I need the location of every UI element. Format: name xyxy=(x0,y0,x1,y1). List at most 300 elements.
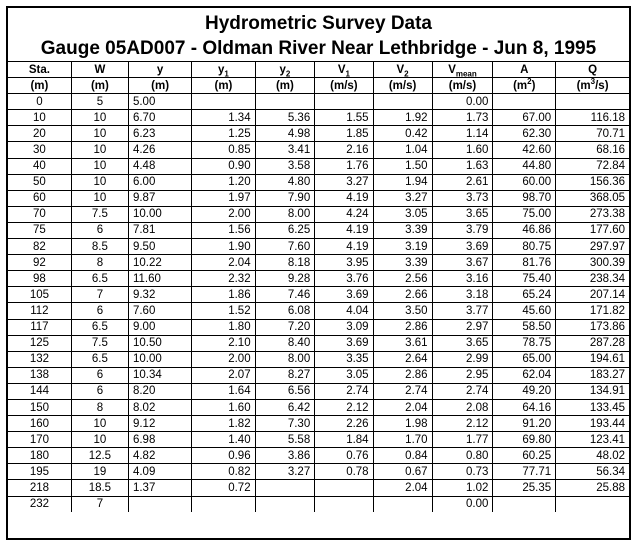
cell-v2: 3.05 xyxy=(373,206,432,222)
cell-v2: 1.92 xyxy=(373,110,432,126)
table-row xyxy=(8,142,629,158)
cell-sta: 105 xyxy=(8,287,71,303)
table-row xyxy=(8,206,629,222)
cell-y: 6.00 xyxy=(128,174,191,190)
cell-y: 8.02 xyxy=(128,399,191,415)
cell-y1: 2.07 xyxy=(192,367,255,383)
cell-y2: 7.20 xyxy=(255,319,315,335)
cell-y2 xyxy=(255,480,315,496)
cell-vmean: 3.16 xyxy=(432,271,493,287)
title-line-1: Hydrometric Survey Data xyxy=(204,13,433,34)
cell-y2: 8.00 xyxy=(255,206,315,222)
cell-y2: 6.56 xyxy=(255,383,315,399)
cell-y: 4.26 xyxy=(128,142,191,158)
cell-a: 60.25 xyxy=(493,448,556,464)
cell-v2 xyxy=(373,496,432,512)
cell-vmean: 3.77 xyxy=(432,303,493,319)
cell-vmean: 0.00 xyxy=(432,94,493,110)
cell-vmean: 1.73 xyxy=(432,110,493,126)
unit-sta: (m) xyxy=(8,78,71,94)
cell-y: 6.98 xyxy=(128,432,191,448)
cell-y2: 4.98 xyxy=(255,126,315,142)
cell-q: 173.86 xyxy=(556,319,629,335)
cell-y: 10.00 xyxy=(128,351,191,367)
cell-w: 12.5 xyxy=(71,448,128,464)
table-body xyxy=(8,94,629,512)
sheet-title xyxy=(8,8,629,62)
cell-sta: 132 xyxy=(8,351,71,367)
cell-sta: 180 xyxy=(8,448,71,464)
cell-w: 10 xyxy=(71,432,128,448)
cell-vmean: 3.79 xyxy=(432,222,493,238)
cell-v2: 1.98 xyxy=(373,416,432,432)
cell-y2: 9.28 xyxy=(255,271,315,287)
cell-y2 xyxy=(255,496,315,512)
table-row xyxy=(8,383,629,399)
cell-v2: 1.70 xyxy=(373,432,432,448)
cell-v1: 3.95 xyxy=(315,255,373,271)
cell-q: 300.39 xyxy=(556,255,629,271)
cell-y1: 1.40 xyxy=(192,432,255,448)
cell-vmean: 3.65 xyxy=(432,335,493,351)
cell-v2: 2.66 xyxy=(373,287,432,303)
cell-a: 64.16 xyxy=(493,399,556,415)
cell-w: 6 xyxy=(71,303,128,319)
cell-y1: 0.90 xyxy=(192,158,255,174)
cell-y1 xyxy=(192,94,255,110)
cell-w: 10 xyxy=(71,174,128,190)
cell-a xyxy=(493,94,556,110)
table-row xyxy=(8,432,629,448)
cell-y: 9.32 xyxy=(128,287,191,303)
cell-q: 25.88 xyxy=(556,480,629,496)
cell-vmean: 1.63 xyxy=(432,158,493,174)
cell-y: 11.60 xyxy=(128,271,191,287)
units-row xyxy=(8,78,629,94)
cell-w: 8 xyxy=(71,399,128,415)
cell-y2: 8.00 xyxy=(255,351,315,367)
cell-y2: 6.25 xyxy=(255,222,315,238)
unit-y2: (m) xyxy=(255,78,315,94)
cell-v1: 0.76 xyxy=(315,448,373,464)
cell-v1: 2.16 xyxy=(315,142,373,158)
table-row xyxy=(8,448,629,464)
table-row xyxy=(8,94,629,110)
table-row xyxy=(8,319,629,335)
cell-vmean: 0.73 xyxy=(432,464,493,480)
cell-v1: 2.26 xyxy=(315,416,373,432)
cell-v2: 3.61 xyxy=(373,335,432,351)
cell-sta: 138 xyxy=(8,367,71,383)
table-row xyxy=(8,496,629,512)
cell-a: 42.60 xyxy=(493,142,556,158)
cell-q: 177.60 xyxy=(556,222,629,238)
cell-q: 238.34 xyxy=(556,271,629,287)
cell-y1: 0.85 xyxy=(192,142,255,158)
cell-sta: 160 xyxy=(8,416,71,432)
cell-a: 80.75 xyxy=(493,239,556,255)
cell-y2: 5.36 xyxy=(255,110,315,126)
unit-w: (m) xyxy=(71,78,128,94)
cell-y2: 7.46 xyxy=(255,287,315,303)
cell-y2: 7.90 xyxy=(255,190,315,206)
cell-y2 xyxy=(255,94,315,110)
cell-a: 65.24 xyxy=(493,287,556,303)
header-w: W xyxy=(71,62,128,78)
cell-y: 5.00 xyxy=(128,94,191,110)
cell-a: 60.00 xyxy=(493,174,556,190)
header-y1: $y_1$ xyxy=(192,62,255,78)
cell-y xyxy=(128,496,191,512)
cell-q: 368.05 xyxy=(556,190,629,206)
cell-w: 8 xyxy=(71,255,128,271)
cell-vmean: 3.65 xyxy=(432,206,493,222)
cell-y2: 8.18 xyxy=(255,255,315,271)
cell-q: 287.28 xyxy=(556,335,629,351)
cell-y1: 1.20 xyxy=(192,174,255,190)
cell-sta: 98 xyxy=(8,271,71,287)
cell-w: 10 xyxy=(71,190,128,206)
cell-y2: 4.80 xyxy=(255,174,315,190)
cell-w: 7.5 xyxy=(71,335,128,351)
cell-a: 75.40 xyxy=(493,271,556,287)
cell-y2: 3.41 xyxy=(255,142,315,158)
cell-q: 56.34 xyxy=(556,464,629,480)
cell-vmean: 1.14 xyxy=(432,126,493,142)
cell-y: 7.60 xyxy=(128,303,191,319)
table-row xyxy=(8,255,629,271)
cell-y: 1.37 xyxy=(128,480,191,496)
cell-v2: 0.67 xyxy=(373,464,432,480)
cell-v2: 2.86 xyxy=(373,367,432,383)
cell-y1: 1.56 xyxy=(192,222,255,238)
cell-sta: 70 xyxy=(8,206,71,222)
cell-y1: 0.96 xyxy=(192,448,255,464)
table-row xyxy=(8,158,629,174)
cell-sta: 232 xyxy=(8,496,71,512)
cell-w: 6.5 xyxy=(71,351,128,367)
cell-a: 91.20 xyxy=(493,416,556,432)
cell-a: 58.50 xyxy=(493,319,556,335)
cell-y: 4.82 xyxy=(128,448,191,464)
table-row xyxy=(8,174,629,190)
cell-y: 6.70 xyxy=(128,110,191,126)
table-row xyxy=(8,416,629,432)
cell-v2: 2.56 xyxy=(373,271,432,287)
cell-v2: 3.39 xyxy=(373,222,432,238)
cell-y1: 1.64 xyxy=(192,383,255,399)
cell-a: 62.04 xyxy=(493,367,556,383)
cell-v2: 1.04 xyxy=(373,142,432,158)
cell-q xyxy=(556,496,629,512)
cell-w: 6 xyxy=(71,222,128,238)
cell-vmean: 1.60 xyxy=(432,142,493,158)
header-y: y xyxy=(128,62,191,78)
cell-y2: 8.40 xyxy=(255,335,315,351)
cell-v1: 1.85 xyxy=(315,126,373,142)
header-sta: Sta. xyxy=(8,62,71,78)
header-a: A xyxy=(493,62,556,78)
cell-y: 4.48 xyxy=(128,158,191,174)
table-row xyxy=(8,239,629,255)
cell-v1: 3.69 xyxy=(315,335,373,351)
cell-sta: 92 xyxy=(8,255,71,271)
cell-v1: 1.76 xyxy=(315,158,373,174)
cell-sta: 10 xyxy=(8,110,71,126)
cell-v2: 2.04 xyxy=(373,399,432,415)
cell-a: 49.20 xyxy=(493,383,556,399)
cell-vmean: 3.69 xyxy=(432,239,493,255)
cell-q: 68.16 xyxy=(556,142,629,158)
table-row xyxy=(8,367,629,383)
cell-w: 7 xyxy=(71,287,128,303)
cell-vmean: 2.97 xyxy=(432,319,493,335)
cell-w: 10 xyxy=(71,416,128,432)
cell-w: 19 xyxy=(71,464,128,480)
cell-sta: 125 xyxy=(8,335,71,351)
cell-a: 44.80 xyxy=(493,158,556,174)
cell-v2: 1.50 xyxy=(373,158,432,174)
cell-a: 81.76 xyxy=(493,255,556,271)
cell-y: 9.00 xyxy=(128,319,191,335)
cell-y1: 1.34 xyxy=(192,110,255,126)
cell-a: 25.35 xyxy=(493,480,556,496)
cell-v1: 3.09 xyxy=(315,319,373,335)
unit-y: (m) xyxy=(128,78,191,94)
cell-w: 6.5 xyxy=(71,319,128,335)
cell-w: 8.5 xyxy=(71,239,128,255)
cell-a: 69.80 xyxy=(493,432,556,448)
cell-y1: 1.60 xyxy=(192,399,255,415)
cell-vmean: 3.18 xyxy=(432,287,493,303)
cell-vmean: 1.02 xyxy=(432,480,493,496)
cell-v2: 3.19 xyxy=(373,239,432,255)
cell-q: 183.27 xyxy=(556,367,629,383)
cell-y1: 1.90 xyxy=(192,239,255,255)
cell-y2: 6.42 xyxy=(255,399,315,415)
cell-sta: 144 xyxy=(8,383,71,399)
cell-y1: 0.72 xyxy=(192,480,255,496)
cell-y2: 3.58 xyxy=(255,158,315,174)
cell-vmean: 3.67 xyxy=(432,255,493,271)
cell-y: 10.22 xyxy=(128,255,191,271)
cell-v1: 1.55 xyxy=(315,110,373,126)
unit-v1: (m/s) xyxy=(315,78,373,94)
cell-v1: 4.19 xyxy=(315,222,373,238)
cell-y2: 5.58 xyxy=(255,432,315,448)
cell-y1: 1.52 xyxy=(192,303,255,319)
cell-q: 297.97 xyxy=(556,239,629,255)
table-row xyxy=(8,190,629,206)
cell-y1: 1.25 xyxy=(192,126,255,142)
cell-sta: 195 xyxy=(8,464,71,480)
cell-y: 10.34 xyxy=(128,367,191,383)
cell-w: 6 xyxy=(71,367,128,383)
cell-vmean: 2.08 xyxy=(432,399,493,415)
cell-w: 10 xyxy=(71,142,128,158)
table-row xyxy=(8,335,629,351)
cell-v2: 0.84 xyxy=(373,448,432,464)
cell-v1: 3.05 xyxy=(315,367,373,383)
cell-w: 10 xyxy=(71,126,128,142)
cell-y2: 8.27 xyxy=(255,367,315,383)
cell-y2: 3.27 xyxy=(255,464,315,480)
cell-w: 7.5 xyxy=(71,206,128,222)
cell-q: 193.44 xyxy=(556,416,629,432)
cell-a: 78.75 xyxy=(493,335,556,351)
cell-y2: 7.60 xyxy=(255,239,315,255)
table-row xyxy=(8,110,629,126)
cell-a: 62.30 xyxy=(493,126,556,142)
cell-y1: 2.00 xyxy=(192,206,255,222)
cell-vmean: 1.77 xyxy=(432,432,493,448)
cell-vmean: 2.61 xyxy=(432,174,493,190)
cell-a: 67.00 xyxy=(493,110,556,126)
survey-table xyxy=(8,62,629,512)
table-row xyxy=(8,222,629,238)
cell-v1: 0.78 xyxy=(315,464,373,480)
cell-y: 9.12 xyxy=(128,416,191,432)
cell-a: 75.00 xyxy=(493,206,556,222)
cell-v1: 2.12 xyxy=(315,399,373,415)
table-row xyxy=(8,271,629,287)
cell-sta: 170 xyxy=(8,432,71,448)
cell-sta: 50 xyxy=(8,174,71,190)
unit-y1: (m) xyxy=(192,78,255,94)
unit-q: $(m^3/s)$ xyxy=(556,78,629,94)
cell-q xyxy=(556,94,629,110)
header-row xyxy=(8,62,629,78)
cell-a: 65.00 xyxy=(493,351,556,367)
cell-w: 7 xyxy=(71,496,128,512)
cell-y: 10.00 xyxy=(128,206,191,222)
cell-a: 98.70 xyxy=(493,190,556,206)
cell-vmean: 2.74 xyxy=(432,383,493,399)
cell-v2 xyxy=(373,94,432,110)
survey-data-sheet xyxy=(6,6,631,540)
cell-v1: 3.35 xyxy=(315,351,373,367)
cell-a: 77.71 xyxy=(493,464,556,480)
unit-vmean: (m/s) xyxy=(432,78,493,94)
cell-v1 xyxy=(315,496,373,512)
cell-q: 207.14 xyxy=(556,287,629,303)
cell-vmean: 0.80 xyxy=(432,448,493,464)
cell-v1: 3.76 xyxy=(315,271,373,287)
cell-y1: 1.86 xyxy=(192,287,255,303)
table-row xyxy=(8,287,629,303)
header-q: Q xyxy=(556,62,629,78)
cell-vmean: 0.00 xyxy=(432,496,493,512)
cell-a xyxy=(493,496,556,512)
cell-y: 7.81 xyxy=(128,222,191,238)
cell-q: 134.91 xyxy=(556,383,629,399)
cell-sta: 40 xyxy=(8,158,71,174)
cell-v2: 3.39 xyxy=(373,255,432,271)
header-y2: $y_2$ xyxy=(255,62,315,78)
cell-sta: 150 xyxy=(8,399,71,415)
cell-w: 6.5 xyxy=(71,271,128,287)
cell-v1 xyxy=(315,480,373,496)
cell-v2: 3.50 xyxy=(373,303,432,319)
cell-v1: 3.27 xyxy=(315,174,373,190)
cell-v2: 2.74 xyxy=(373,383,432,399)
cell-q: 194.61 xyxy=(556,351,629,367)
cell-q: 48.02 xyxy=(556,448,629,464)
cell-sta: 60 xyxy=(8,190,71,206)
cell-sta: 30 xyxy=(8,142,71,158)
cell-q: 72.84 xyxy=(556,158,629,174)
cell-y: 9.87 xyxy=(128,190,191,206)
cell-v1: 3.69 xyxy=(315,287,373,303)
cell-v1: 4.19 xyxy=(315,239,373,255)
cell-v2: 2.04 xyxy=(373,480,432,496)
cell-v1: 2.74 xyxy=(315,383,373,399)
header-v2: $V_2$ xyxy=(373,62,432,78)
cell-sta: 82 xyxy=(8,239,71,255)
header-vmean: $V_{mean}$ xyxy=(432,62,493,78)
cell-y1: 1.82 xyxy=(192,416,255,432)
cell-y: 9.50 xyxy=(128,239,191,255)
table-row xyxy=(8,464,629,480)
cell-y1 xyxy=(192,496,255,512)
cell-vmean: 2.99 xyxy=(432,351,493,367)
title-line-2: Gauge 05AD007 - Oldman River Near Lethbridge - Jun 8, 1995 xyxy=(40,38,597,59)
cell-sta: 112 xyxy=(8,303,71,319)
cell-y2: 6.08 xyxy=(255,303,315,319)
cell-sta: 75 xyxy=(8,222,71,238)
cell-w: 5 xyxy=(71,94,128,110)
cell-w: 6 xyxy=(71,383,128,399)
table-row xyxy=(8,480,629,496)
cell-v1 xyxy=(315,94,373,110)
table-row xyxy=(8,126,629,142)
cell-v1: 4.04 xyxy=(315,303,373,319)
cell-w: 18.5 xyxy=(71,480,128,496)
cell-y: 10.50 xyxy=(128,335,191,351)
cell-vmean: 2.95 xyxy=(432,367,493,383)
cell-y: 4.09 xyxy=(128,464,191,480)
cell-q: 116.18 xyxy=(556,110,629,126)
cell-y1: 1.80 xyxy=(192,319,255,335)
cell-q: 123.41 xyxy=(556,432,629,448)
unit-a: $(m^2)$ xyxy=(493,78,556,94)
cell-y1: 0.82 xyxy=(192,464,255,480)
cell-v1: 4.19 xyxy=(315,190,373,206)
cell-v1: 4.24 xyxy=(315,206,373,222)
table-row xyxy=(8,399,629,415)
cell-y1: 2.10 xyxy=(192,335,255,351)
table-row xyxy=(8,303,629,319)
unit-v2: (m/s) xyxy=(373,78,432,94)
cell-v2: 1.94 xyxy=(373,174,432,190)
cell-w: 10 xyxy=(71,158,128,174)
cell-w: 10 xyxy=(71,110,128,126)
cell-v2: 2.64 xyxy=(373,351,432,367)
cell-y1: 2.04 xyxy=(192,255,255,271)
cell-y2: 7.30 xyxy=(255,416,315,432)
cell-y1: 2.32 xyxy=(192,271,255,287)
cell-y1: 1.97 xyxy=(192,190,255,206)
cell-q: 171.82 xyxy=(556,303,629,319)
cell-y1: 2.00 xyxy=(192,351,255,367)
header-v1: $V_1$ xyxy=(315,62,373,78)
cell-sta: 20 xyxy=(8,126,71,142)
cell-sta: 218 xyxy=(8,480,71,496)
cell-sta: 117 xyxy=(8,319,71,335)
cell-vmean: 2.12 xyxy=(432,416,493,432)
cell-q: 133.45 xyxy=(556,399,629,415)
cell-y2: 3.86 xyxy=(255,448,315,464)
